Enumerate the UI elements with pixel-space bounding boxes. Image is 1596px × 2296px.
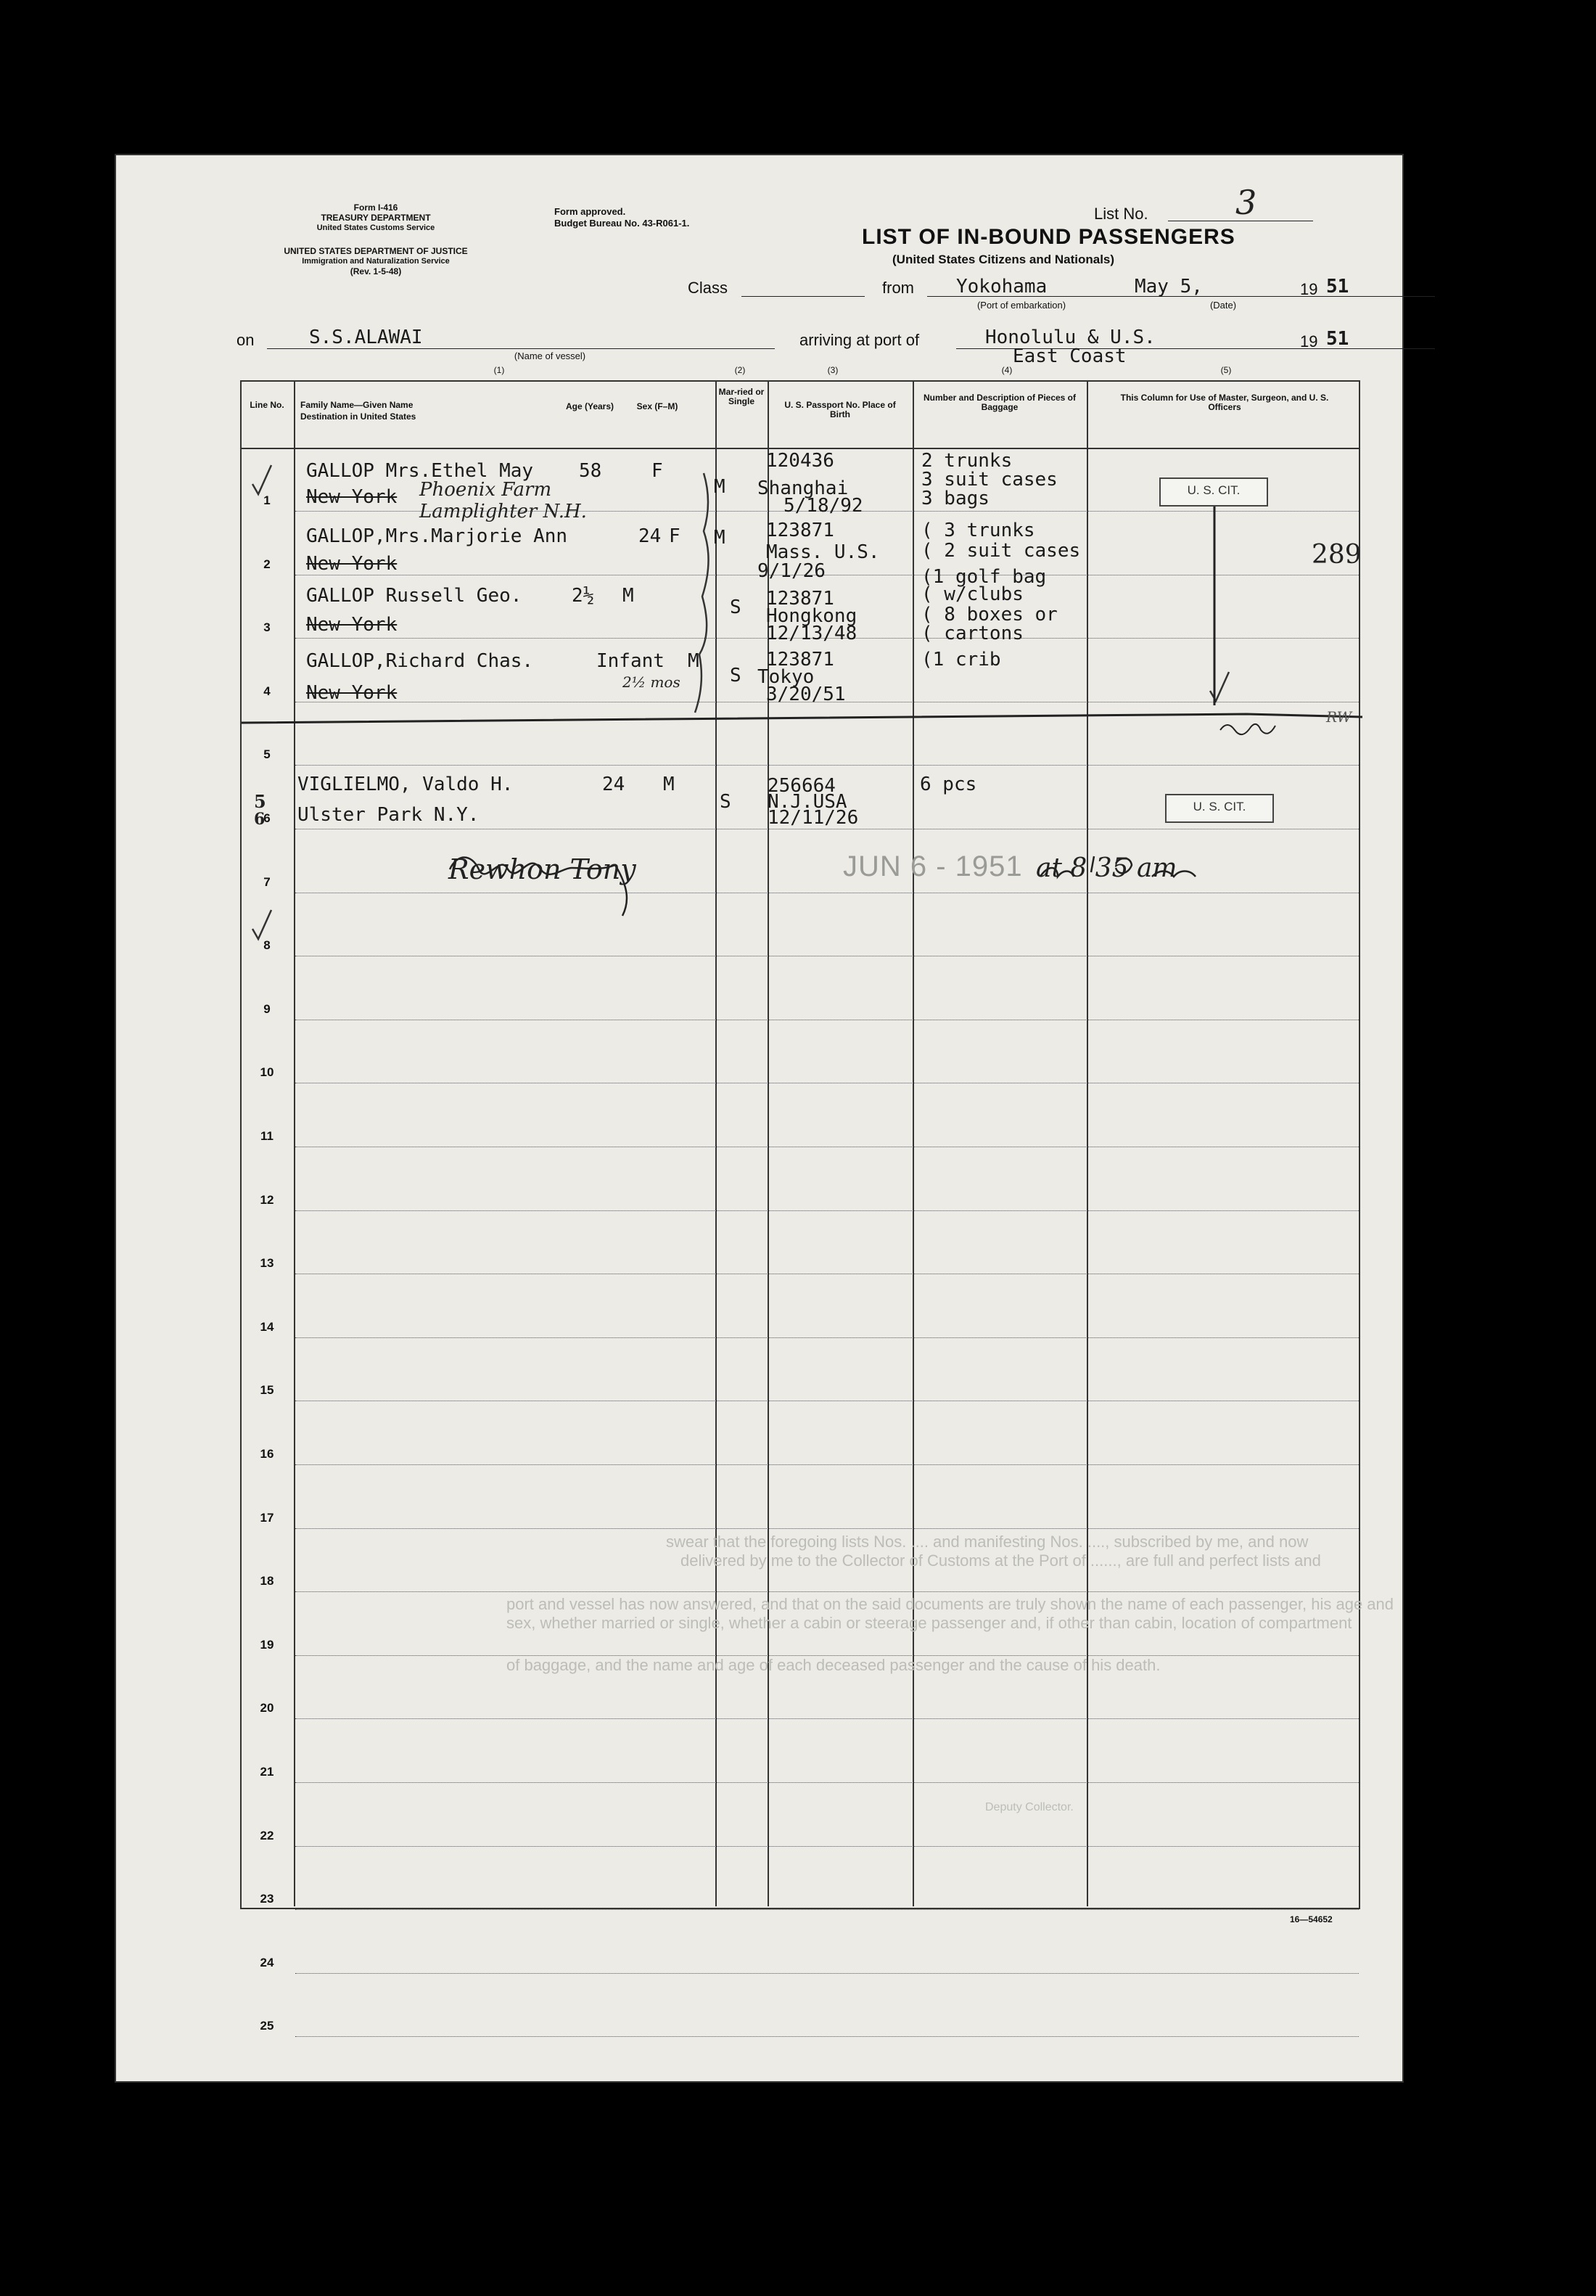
list-no-label: List No. (1094, 205, 1148, 223)
year2-prefix: 19 (1300, 332, 1318, 350)
passenger-4-name: GALLOP,Richard Chas. (306, 650, 534, 672)
passenger-3-baggage-3: ( cartons (921, 623, 1024, 644)
row-number: 7 (263, 874, 271, 889)
passenger-3-sex: M (622, 585, 634, 607)
passenger-2-baggage-1: ( 3 trunks (921, 520, 1035, 541)
page-title: LIST OF IN-BOUND PASSENGERS (862, 225, 1235, 249)
passenger-3-age: 2½ (572, 585, 595, 607)
budget-bureau: Budget Bureau No. 43-R061-1. (554, 218, 690, 229)
passenger-4-age: Infant (596, 650, 665, 672)
row-number: 19 (260, 1637, 274, 1652)
list-no-value: 3 (1235, 183, 1257, 222)
col-header-marital: Mar-ried or Single (718, 387, 765, 406)
passenger-1-name: GALLOP Mrs.Ethel May (306, 460, 534, 482)
column-number-4: (4) (1001, 365, 1013, 375)
col-header-baggage: Number and Description of Pieces of Baggage (923, 393, 1077, 412)
passenger-1-handwritten-place: Lamplighter N.H. (419, 501, 587, 522)
row-number: 9 (263, 1001, 271, 1016)
passenger-1-sex: F (651, 460, 663, 482)
row-number: 21 (260, 1765, 274, 1779)
date-stamp: JUN 6 - 1951 (843, 850, 1023, 882)
form-approved: Form approved. (554, 206, 626, 217)
passenger-3-baggage-2: ( 8 boxes or (921, 604, 1058, 626)
date-value: May 5, (1135, 276, 1203, 298)
arriving-label: arriving at port of (799, 331, 920, 349)
passenger-5-marital: S (720, 791, 731, 813)
passenger-2-baggage-3: (1 golf bag (921, 566, 1047, 588)
passenger-1-destination: New York (306, 486, 398, 508)
passenger-1-baggage-2: 3 suit cases (921, 469, 1058, 491)
passenger-2-passport: 123871 (766, 520, 834, 541)
justice-dept: UNITED STATES DEPARTMENT OF JUSTICE (284, 246, 468, 256)
passenger-2-name: GALLOP,Mrs.Marjorie Ann (306, 525, 568, 547)
passenger-3-passport: 123871 (766, 588, 834, 610)
on-label: on (236, 331, 255, 349)
passenger-2-birth-date: 9/1/26 (757, 560, 826, 582)
us-citizen-stamp-2: U. S. CIT. (1165, 794, 1274, 823)
oath-line-2: delivered by me to the Collector of Customs at the Port of ......, are full and perfect lists and (680, 1551, 1321, 1570)
passenger-5-destination: Ulster Park N.Y. (297, 804, 480, 826)
handwritten-marks (115, 154, 1404, 2083)
passenger-1-baggage-3: 3 bags (921, 488, 990, 509)
vessel-label: (Name of vessel) (514, 350, 586, 361)
passenger-2-age: 24 (638, 525, 662, 547)
oath-line-1: swear that the foregoing lists Nos. .... and manifesting Nos. ...., subscribed by me, and now (666, 1533, 1309, 1551)
passenger-1-birth-place: Shanghai (757, 477, 849, 499)
row-number: 6 (263, 811, 271, 825)
passenger-1-birth-date: 5/18/92 (783, 495, 863, 517)
row-number: 2 (263, 557, 271, 571)
passenger-4-sex: M (688, 650, 699, 672)
officer-number-289: 289 (1312, 540, 1362, 570)
passenger-4-birth-date: 3/20/51 (766, 684, 846, 705)
passenger-5-birth-place: N.J.USA (768, 791, 847, 813)
passenger-4-destination: New York (306, 682, 398, 704)
column-number-1: (1) (493, 365, 505, 375)
form-number: Form I-416 (353, 202, 398, 213)
corrected-line-number-6: 6 (254, 810, 266, 829)
year-prefix: 19 (1300, 280, 1318, 298)
from-value: Yokohama (956, 276, 1048, 298)
passenger-2-sex: F (669, 525, 680, 547)
passenger-4-birth-place: Tokyo (757, 666, 815, 688)
passenger-3-marital: S (730, 596, 741, 618)
oath-line-5: of baggage, and the name and age of each deceased passenger and the cause of his death. (506, 1656, 1161, 1674)
oath-line-6: Deputy Collector. (985, 1801, 1074, 1813)
customs-service: United States Customs Service (316, 224, 435, 232)
row-number: 14 (260, 1319, 274, 1334)
row-number: 4 (263, 684, 271, 698)
page-subtitle: (United States Citizens and Nationals) (892, 253, 1115, 266)
row-number: 24 (260, 1955, 274, 1969)
row-number: 16 (260, 1447, 274, 1461)
col-header-line-no: Line No. (250, 400, 284, 410)
year2-value: 51 (1326, 328, 1349, 350)
passenger-1-baggage-1: 2 trunks (921, 450, 1013, 472)
row-number: 1 (263, 493, 271, 507)
passenger-4-marital: S (730, 665, 741, 686)
row-number: 17 (260, 1510, 274, 1525)
passenger-1-passport: 120436 (766, 450, 834, 472)
row-number: 22 (260, 1828, 274, 1842)
row-number: 20 (260, 1701, 274, 1715)
passenger-4-passport: 123871 (766, 649, 834, 671)
class-label: Class (688, 279, 728, 297)
col-header-destination: Destination in United States (300, 411, 416, 422)
row-number: 15 (260, 1383, 274, 1398)
passenger-3-destination: New York (306, 614, 398, 636)
passenger-1-age: 58 (579, 460, 602, 482)
vessel-value: S.S.ALAWAI (309, 327, 423, 348)
passenger-3-baggage-1: ( w/clubs (921, 583, 1024, 605)
passenger-4-handwritten-age: 2½ mos (622, 673, 680, 691)
passenger-3-birth-place: Hongkong (766, 605, 857, 627)
row-number: 13 (260, 1256, 274, 1271)
passenger-2-baggage-2: ( 2 suit cases (921, 540, 1081, 562)
column-number-5: (5) (1220, 365, 1232, 375)
handwritten-note: Rewhon Tony (448, 853, 636, 885)
passenger-2-birth-place: Mass. U.S. (766, 541, 880, 563)
row-number: 11 (260, 1129, 273, 1143)
row-number: 25 (260, 2019, 274, 2033)
column-number-2: (2) (734, 365, 746, 375)
row-number: 8 (263, 938, 271, 953)
passenger-2-destination: New York (306, 553, 398, 575)
col-header-age: Age (Years) (565, 401, 614, 411)
passenger-5-sex: M (663, 774, 675, 795)
treasury-dept: TREASURY DEPARTMENT (321, 213, 431, 223)
row-number: 3 (263, 620, 271, 635)
from-label: from (882, 279, 914, 297)
passenger-3-name: GALLOP Russell Geo. (306, 585, 522, 607)
row-number: 23 (260, 1892, 274, 1906)
oath-line-4: sex, whether married or single, whether a cabin or steerage passenger and, if other than cabin, location of compartment (506, 1614, 1352, 1632)
arriving-value-2: East Coast (1013, 345, 1127, 367)
corrected-line-number-5: 5 (254, 791, 266, 812)
col-header-passport: U. S. Passport No. Place of Birth (784, 400, 896, 419)
col-header-name: Family Name—Given Name (300, 400, 414, 410)
date-label: (Date) (1209, 300, 1237, 311)
arriving-value-1: Honolulu & U.S. (985, 327, 1156, 348)
passenger-5-baggage-1: 6 pcs (920, 774, 977, 795)
row-number: 18 (260, 1574, 274, 1588)
row-number: 5 (263, 747, 271, 762)
ins-service: Immigration and Naturalization Service (302, 257, 450, 266)
passenger-1-marital: M (714, 476, 725, 498)
passenger-5-name: VIGLIELMO, Valdo H. (297, 774, 514, 795)
revision: (Rev. 1-5-48) (350, 266, 402, 276)
passenger-3-birth-date: 12/13/48 (766, 623, 857, 644)
passenger-2-marital: M (714, 527, 725, 549)
oath-line-3: port and vessel has now answered, and that on the said documents are truly shown the name of each passenger, his age and (506, 1595, 1394, 1613)
footer-code: 16—54652 (1290, 1914, 1333, 1924)
passenger-1-handwritten-farm: Phoenix Farm (419, 479, 552, 501)
port-embark-label: (Port of embarkation) (976, 300, 1066, 311)
year-value: 51 (1326, 276, 1349, 298)
passenger-5-age: 24 (602, 774, 625, 795)
col-header-sex: Sex (F–M) (636, 401, 678, 411)
passenger-4-baggage-1: (1 crib (921, 649, 1001, 671)
officer-initials: RW (1326, 708, 1352, 726)
passenger-5-birth-date: 12/11/26 (768, 807, 859, 829)
column-number-3: (3) (827, 365, 839, 375)
col-header-officers: This Column for Use of Master, Surgeon, and U. S. Officers (1120, 393, 1329, 412)
handwritten-time: at 8 35 am (1036, 853, 1177, 883)
passenger-5-passport: 256664 (768, 775, 836, 797)
row-number: 12 (260, 1192, 274, 1207)
us-citizen-stamp-1: U. S. CIT. (1159, 477, 1268, 507)
manifest-page (115, 154, 1404, 2083)
row-number: 10 (260, 1065, 274, 1080)
